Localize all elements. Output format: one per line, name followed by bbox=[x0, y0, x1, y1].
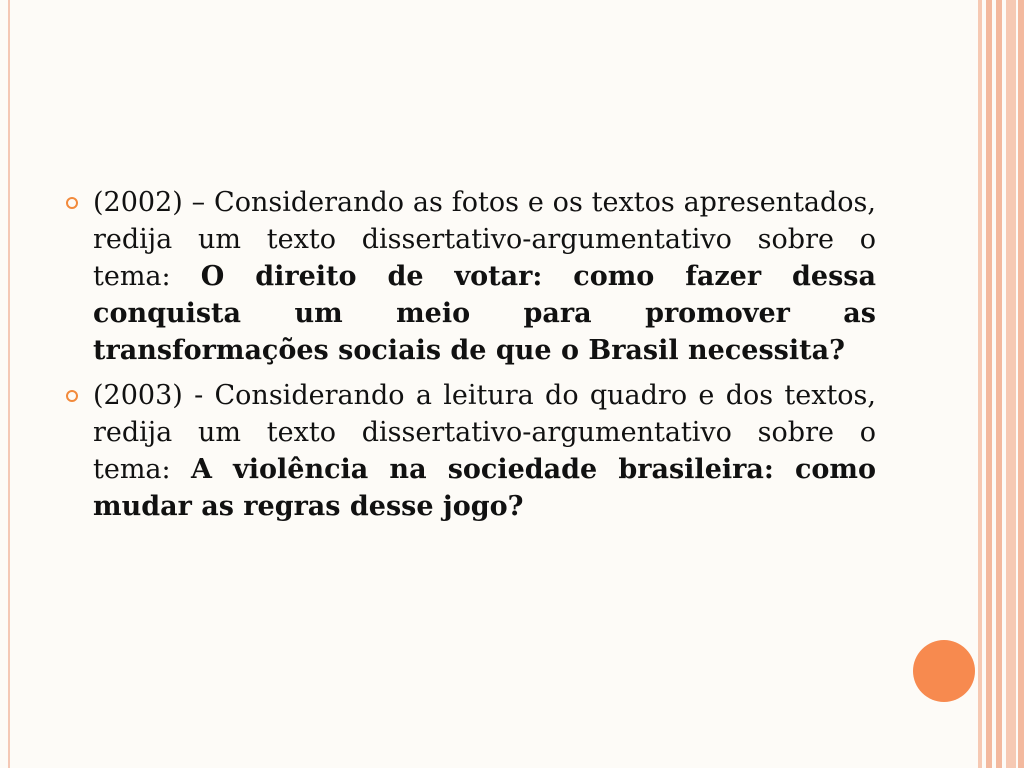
item-text: (2003) - Considerando a leitura do quadro e dos textos, redija um texto dissertativo-argumentativo sobre o tema: bbox=[93, 380, 876, 485]
right-stripe bbox=[996, 0, 1002, 768]
orange-circle-decoration bbox=[913, 640, 975, 702]
list-item bbox=[66, 377, 876, 525]
ring-bullet-icon bbox=[66, 390, 78, 402]
item-text: (2002) – Considerando as fotos e os textos apresentados, redija um texto dissertativo-argumentativo sobre o tema: bbox=[93, 187, 876, 292]
right-stripe bbox=[1006, 0, 1016, 768]
right-stripe bbox=[1018, 0, 1024, 768]
right-stripe bbox=[986, 0, 992, 768]
item-topic: O direito de votar: como fazer dessa conquista um meio para promover as transformações sociais de que o Brasil necessita? bbox=[93, 261, 876, 366]
ring-bullet-icon bbox=[66, 197, 78, 209]
list-item bbox=[66, 184, 876, 369]
item-topic: A violência na sociedade brasileira: como mudar as regras desse jogo? bbox=[93, 454, 876, 522]
left-border-line bbox=[8, 0, 10, 768]
bullet-list bbox=[66, 184, 876, 533]
right-stripe bbox=[978, 0, 982, 768]
